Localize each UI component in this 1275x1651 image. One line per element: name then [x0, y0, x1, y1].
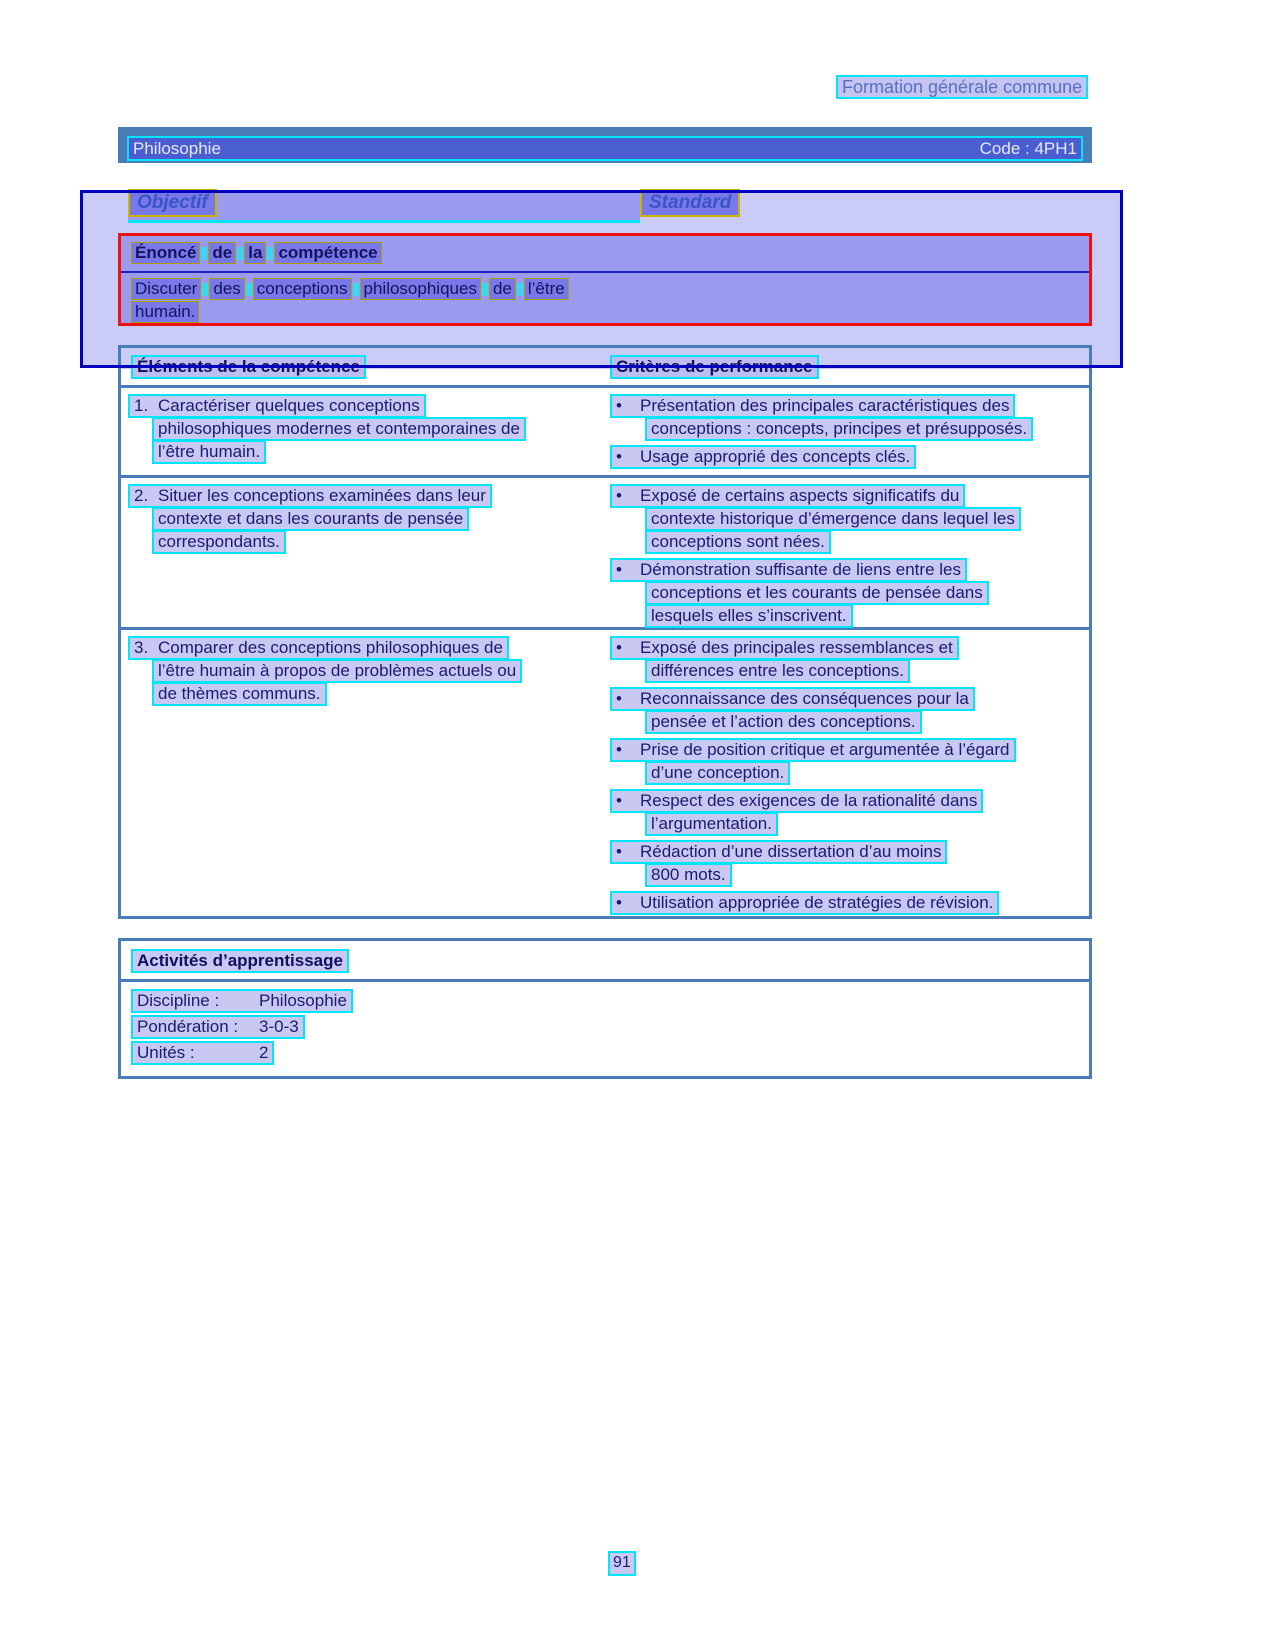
activities-title: Activités d’apprentissage [131, 949, 349, 973]
element-line: contexte et dans les courants de pensée [152, 507, 469, 531]
word-gap-marker [517, 283, 523, 296]
criteria-line: Respect des exigences de la rationalité dans [640, 791, 978, 810]
criteria-line: Démonstration suffisante de liens entre les [640, 560, 961, 579]
criteria-line: Rédaction d’une dissertation d’au moins [640, 842, 942, 861]
element-line: Comparer des conceptions philosophiques de [158, 638, 503, 657]
activity-value: Philosophie [259, 991, 347, 1010]
criteria-line: l’argumentation. [645, 812, 778, 836]
bullet-icon: • [616, 842, 622, 861]
word-highlight: Discuter [131, 278, 201, 300]
criteria-line: Utilisation appropriée de stratégies de révision. [640, 893, 994, 912]
activities-header [121, 941, 1089, 982]
item-number: 2. [134, 486, 149, 505]
activity-label: Unités : [137, 1043, 195, 1062]
bullet-icon: • [616, 447, 622, 466]
element-line: l’être humain à propos de problèmes actuels ou [152, 659, 522, 683]
word-highlight: la [244, 242, 266, 264]
criteria-line: Reconnaissance des conséquences pour la [640, 689, 969, 708]
subject-title: Philosophie [133, 138, 221, 158]
word-gap-marker [201, 247, 207, 260]
page-number-value: 91 [608, 1551, 636, 1576]
table-row [121, 627, 1089, 916]
activity-label: Pondération : [137, 1017, 239, 1036]
word-highlight: l’être [524, 278, 569, 300]
activity-value: 3-0-3 [259, 1017, 299, 1036]
course-code: Code : 4PH1 [979, 138, 1077, 158]
table-row [121, 475, 1089, 627]
word-highlight: compétence [274, 242, 381, 264]
criteria-line: Usage approprié des concepts clés. [640, 447, 911, 466]
criteria-line: Présentation des principales caractéristiques des [640, 396, 1010, 415]
element-line: l’être humain. [152, 440, 266, 464]
word-gap-marker [482, 283, 488, 296]
element-line: correspondants. [152, 530, 286, 554]
activity-label: Discipline : [137, 991, 220, 1010]
document-category [836, 75, 1088, 99]
element-cell [121, 484, 608, 627]
criteria-cell [608, 394, 1089, 475]
criteria-line: Prise de position critique et argumentée à l’égard [640, 740, 1010, 759]
activity-value: 2 [259, 1043, 269, 1062]
competence-table-header [121, 348, 1089, 385]
bullet-icon: • [616, 486, 622, 505]
enonce-line [131, 278, 1089, 301]
word-highlight: conceptions [253, 278, 352, 300]
bullet-icon: • [616, 396, 622, 415]
competence-table [118, 345, 1092, 919]
standard-heading: Standard [640, 189, 740, 217]
criteria-line: contexte historique d’émergence dans lequel les [645, 507, 1021, 531]
element-line: Caractériser quelques conceptions [158, 396, 420, 415]
table-row [121, 385, 1089, 475]
criteria-line: pensée et l’action des conceptions. [645, 710, 922, 734]
criteria-line: Exposé de certains aspects significatifs du [640, 486, 960, 505]
criteria-line: 800 mots. [645, 863, 732, 887]
bullet-icon: • [616, 791, 622, 810]
word-highlight: des [209, 278, 244, 300]
enonce-body [121, 273, 1089, 324]
word-gap-marker [202, 283, 208, 296]
objectif-heading: Objectif [128, 189, 217, 217]
document-category-label: Formation générale commune [836, 75, 1088, 99]
title-bar-selection [127, 136, 1083, 161]
element-line: de thèmes communs. [152, 682, 327, 706]
page-number [608, 1551, 636, 1576]
bullet-icon: • [616, 740, 622, 759]
criteria-line: conceptions : concepts, principes et présupposés. [645, 417, 1033, 441]
enonce-line [131, 301, 1089, 324]
bullet-icon: • [616, 893, 622, 912]
criteria-line: différences entre les conceptions. [645, 659, 910, 683]
criteria-cell [608, 636, 1089, 916]
word-gap-marker [237, 247, 243, 260]
criteria-line: d’une conception. [645, 761, 790, 785]
criteres-header: Critères de performance [610, 355, 819, 379]
criteria-line: lesquels elles s’inscrivent. [645, 604, 853, 628]
activities-body [121, 982, 1089, 1076]
criteria-line: conceptions et les courants de pensée dans [645, 581, 989, 605]
element-line: philosophiques modernes et contemporaines de [152, 417, 526, 441]
bullet-icon: • [616, 689, 622, 708]
element-cell [121, 636, 608, 916]
title-bar [118, 127, 1092, 163]
word-gap-marker [267, 247, 273, 260]
word-highlight: Énoncé [131, 242, 200, 264]
bullet-icon: • [616, 638, 622, 657]
item-number: 1. [134, 396, 149, 415]
element-cell [121, 394, 608, 475]
criteria-line: conceptions sont nées. [645, 530, 831, 554]
criteria-cell [608, 484, 1089, 627]
criteria-line: Exposé des principales ressemblances et [640, 638, 953, 657]
word-gap-marker [246, 283, 252, 296]
item-number: 3. [134, 638, 149, 657]
enonce-box [118, 233, 1092, 326]
enonce-title [121, 236, 1089, 273]
activities-box [118, 938, 1092, 1079]
bullet-icon: • [616, 560, 622, 579]
elements-header: Éléments de la compétence [131, 355, 366, 379]
word-highlight: philosophiques [360, 278, 481, 300]
word-highlight: humain. [131, 301, 199, 323]
word-highlight: de [208, 242, 236, 264]
element-line: Situer les conceptions examinées dans leur [158, 486, 486, 505]
word-highlight: de [489, 278, 516, 300]
word-gap-marker [353, 283, 359, 296]
